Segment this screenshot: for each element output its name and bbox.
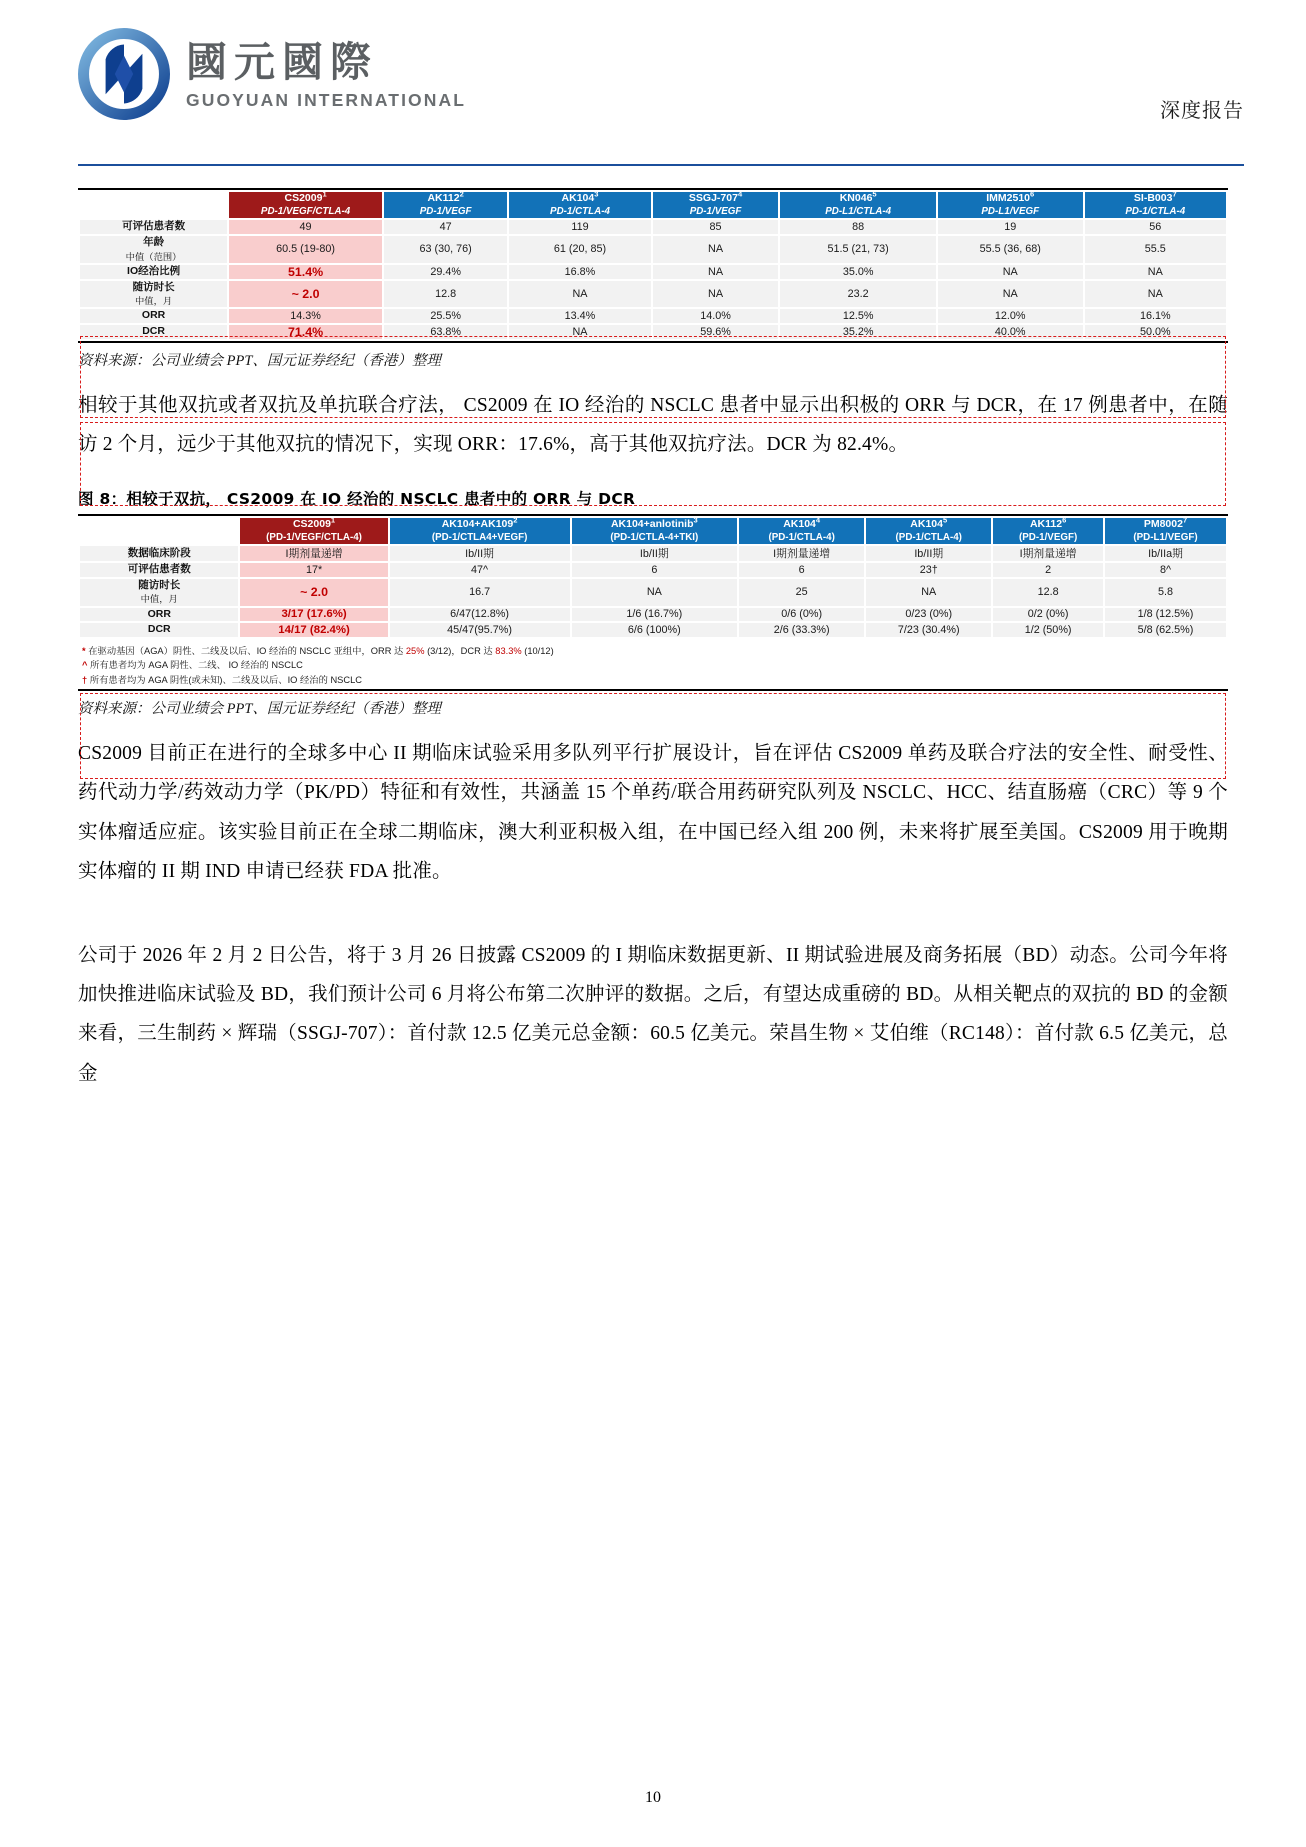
data-cell: 6: [572, 563, 738, 577]
col-name: AK112: [1029, 517, 1063, 530]
row-label: [80, 546, 238, 561]
data-cell: ~ 2.0: [229, 281, 382, 308]
row-label: [80, 309, 227, 323]
row-label: [80, 265, 227, 279]
data-cell: 47^: [390, 563, 570, 577]
row-label-text: DCR: [142, 325, 165, 338]
data-cell: Ib/II期: [390, 546, 570, 561]
data-cell: NA: [653, 265, 779, 279]
data-cell: 12.8: [384, 281, 507, 308]
data-cell: 63 (30, 76): [384, 236, 507, 263]
table-row: [80, 325, 1226, 339]
footnote-item: [82, 644, 1228, 658]
data-cell: 35.0%: [780, 265, 936, 279]
table-row: [80, 546, 1226, 561]
col-sub: PD-1/VEGF: [689, 206, 742, 218]
data-cell: 40.0%: [938, 325, 1083, 339]
data-cell: 71.4%: [229, 325, 382, 339]
table-row: [80, 563, 1226, 577]
row-label-sub: 中值（范围）: [125, 251, 182, 262]
figure-7-source: 资料来源：公司业绩会 PPT、国元证券经纪（香港）整理: [78, 341, 1228, 370]
col-header-kn046: [780, 189, 936, 218]
row-label-sub: 中值，月: [134, 296, 173, 307]
row-label: [80, 579, 238, 606]
document-type-label: 深度报告: [1160, 98, 1244, 122]
row-label-text: 年龄: [143, 236, 165, 248]
data-cell: 85: [653, 220, 779, 234]
row-label-text: 随访时长: [138, 578, 181, 591]
col-sup: 2: [459, 189, 464, 199]
data-cell: 1/6 (16.7%): [572, 608, 738, 622]
table-row: [80, 623, 1226, 637]
data-cell: 60.5 (19-80): [229, 236, 382, 263]
footnote-text: 所有患者均为 AGA 阴性(或未知)、二线及以后、IO 经治的 NSCLC: [89, 674, 362, 685]
footnote-text: 在驱动基因（AGA）阴性、二线及以后、IO 经治的 NSCLC 亚组中，ORR 达: [88, 645, 406, 656]
data-cell: 13.4%: [509, 309, 650, 323]
data-cell: 16.1%: [1085, 309, 1226, 323]
col-name: SI-B003: [1133, 192, 1173, 204]
col-sup: 3: [594, 189, 599, 199]
col-sub: (PD-L1/VEGF): [1133, 531, 1198, 543]
data-cell: 16.7: [390, 579, 570, 606]
row-label: [80, 623, 238, 637]
data-cell: ~ 2.0: [240, 579, 387, 606]
data-cell: NA: [1085, 265, 1226, 279]
col-sub: PD-1/VEGF: [419, 206, 472, 218]
guoyuan-logo-icon: [78, 28, 170, 120]
col-header-ak104-anlotinib: [572, 515, 738, 544]
header-blank-cell: [80, 518, 238, 544]
data-cell: NA: [866, 579, 991, 606]
col-sup: 7: [1172, 189, 1177, 199]
data-cell: Ib/II期: [572, 546, 738, 561]
data-cell: 23.2: [780, 281, 936, 308]
data-cell: NA: [1085, 281, 1226, 308]
data-cell: 6/6 (100%): [572, 623, 738, 637]
data-cell: 61 (20, 85): [509, 236, 650, 263]
col-sub: (PD-1/CTLA-4): [768, 531, 835, 543]
table-row: [80, 220, 1226, 234]
paragraph-intro: 相较于其他双抗或者双抗及单抗联合疗法， CS2009 在 IO 经治的 NSCLC 患者中显示出积极的 ORR 与 DCR，在 17 例患者中，在随访 2 个月，远少于其他双抗的情况下，实现 ORR：17.6%，高于其他双抗疗法。DCR 为 82.4%。: [78, 395, 1228, 456]
table-row: [80, 265, 1226, 279]
data-cell: 56: [1085, 220, 1226, 234]
data-cell: NA: [653, 281, 779, 308]
data-cell: 25: [739, 579, 864, 606]
data-cell: NA: [572, 579, 738, 606]
figure-8-source: 资料来源：公司业绩会 PPT、国元证券经纪（香港）整理: [78, 689, 1228, 718]
col-header-ak104-4: [739, 515, 864, 544]
table-row: [80, 579, 1226, 606]
data-cell: I期剂量递增: [739, 546, 864, 561]
data-cell: 19: [938, 220, 1083, 234]
data-cell: NA: [509, 325, 650, 339]
logo-text-cn: 國元國際: [186, 37, 378, 86]
col-header-ak112: [384, 189, 507, 218]
col-sub: PD-1/CTLA-4: [1125, 206, 1186, 218]
data-cell: 55.5 (36, 68): [938, 236, 1083, 263]
col-sup: 1: [322, 189, 327, 199]
data-cell: 17*: [240, 563, 387, 577]
footnote-text: 所有患者均为 AGA 阴性、二线、 IO 经治的 NSCLC: [90, 660, 303, 671]
col-header-imm2510: [938, 189, 1083, 218]
data-cell: 6/47(12.8%): [390, 608, 570, 622]
data-cell: 59.6%: [653, 325, 779, 339]
footnote-text-mid: (3/12)，DCR 达: [424, 645, 496, 656]
data-cell: 119: [509, 220, 650, 234]
footnote-highlight-orr: 25%: [405, 645, 425, 656]
col-header-ak104-ak109: [390, 515, 570, 544]
row-label: [80, 220, 227, 234]
data-cell: 14.3%: [229, 309, 382, 323]
col-sub: (PD-1/VEGF/CTLA-4): [266, 531, 362, 543]
col-name: AK104: [910, 517, 943, 530]
col-sup: 6: [1030, 189, 1035, 199]
data-cell: 23†: [866, 563, 991, 577]
row-label: [80, 608, 238, 622]
data-cell: 3/17 (17.6%): [240, 608, 387, 622]
data-cell: 55.5: [1085, 236, 1226, 263]
figure-7-block: [78, 188, 1228, 370]
data-cell: NA: [938, 265, 1083, 279]
col-name: AK104+anlotinib: [610, 517, 694, 530]
col-header-cs2009: [229, 189, 382, 218]
data-cell: 0/6 (0%): [739, 608, 864, 622]
col-sub: PD-1/CTLA-4: [550, 206, 610, 218]
data-cell: 51.5 (21, 73): [780, 236, 936, 263]
col-name: SSGJ-707: [688, 192, 738, 204]
table-header-row: [80, 518, 1226, 544]
data-cell: 0/2 (0%): [993, 608, 1103, 622]
data-cell: 5.8: [1105, 579, 1226, 606]
footnote-highlight-dcr: 83.3%: [495, 645, 522, 656]
data-cell: 63.8%: [384, 325, 507, 339]
data-cell: 16.8%: [509, 265, 650, 279]
header-divider: [78, 164, 1244, 166]
comparison-table-1: [78, 190, 1228, 341]
figure-8-footnotes: [78, 639, 1228, 689]
data-cell: 35.2%: [780, 325, 936, 339]
comparison-table-2: [78, 516, 1228, 639]
table-row: [80, 608, 1226, 622]
col-header-pm8002: [1105, 515, 1226, 544]
figure-8-table-wrap: [78, 516, 1228, 639]
row-label-text: 数据临床阶段: [127, 546, 191, 559]
table-row: [80, 281, 1226, 308]
data-cell: 14/17 (82.4%): [240, 623, 387, 637]
data-cell: 12.5%: [780, 309, 936, 323]
col-name: AK112: [427, 192, 460, 204]
page-header: [0, 0, 1306, 152]
row-label-text: 随访时长: [132, 280, 175, 293]
col-sup: 3: [693, 515, 698, 525]
figure-8-caption: 图 8：相较于双抗， CS2009 在 IO 经治的 NSCLC 患者中的 ORR 与 DCR: [78, 487, 1228, 516]
company-logo: [78, 28, 466, 120]
paragraph-trial-design: CS2009 目前正在进行的全球多中心 II 期临床试验采用多队列平行扩展设计，旨在评估 CS2009 单药及联合疗法的安全性、耐受性、药代动力学/药效动力学（PK/PD）特征和有效性，共涵盖 15 个单药/联合用药研究队列及 NSCLC、HCC、结直肠癌（CRC）等 9 个实体瘤适应症。该实验目前正在全球二期临床，澳大利亚积极入组，在中国已经入组 200 例，未来将扩展至美国。CS2009 用于晚期实体瘤的 II 期 IND 申请已经获 FDA 批准。: [78, 743, 1228, 883]
data-cell: 1/2 (50%): [993, 623, 1103, 637]
col-name: AK104: [561, 192, 595, 204]
col-sub: PD-L1/VEGF: [981, 206, 1040, 218]
data-cell: 25.5%: [384, 309, 507, 323]
data-cell: 8^: [1105, 563, 1226, 577]
col-name: AK104: [783, 517, 816, 530]
footnote-item: [82, 658, 1228, 672]
footnote-item: [82, 673, 1228, 687]
row-label-text: 可评估患者数: [127, 563, 191, 576]
data-cell: 49: [229, 220, 382, 234]
data-cell: NA: [938, 281, 1083, 308]
col-sup: 2: [513, 515, 518, 525]
col-sup: 4: [737, 189, 743, 199]
header-blank-cell: [80, 192, 227, 218]
page-number: 10: [645, 1789, 661, 1806]
col-header-ssgj707: [653, 189, 779, 218]
row-label-text: 可评估患者数: [122, 220, 186, 233]
col-sub: PD-L1/CTLA-4: [825, 206, 892, 218]
logo-text-en: GUOYUAN INTERNATIONAL: [186, 90, 467, 111]
col-sup: 1: [330, 515, 336, 525]
data-cell: Ib/II期: [866, 546, 991, 561]
col-header-sib003: [1085, 189, 1226, 218]
col-header-ak112: [993, 515, 1103, 544]
col-name: CS2009: [292, 517, 331, 530]
row-label: [80, 281, 227, 308]
row-label: [80, 563, 238, 577]
col-sup: 5: [942, 515, 948, 525]
data-cell: 47: [384, 220, 507, 234]
row-label-sub: 中值，月: [140, 594, 178, 605]
data-cell: 2/6 (33.3%): [739, 623, 864, 637]
data-cell: I期剂量递增: [240, 546, 387, 561]
footnote-symbol: †: [82, 674, 88, 685]
col-header-cs2009: [240, 515, 387, 544]
row-label-text: IO经治比例: [127, 264, 181, 277]
paragraph-announcement: 公司于 2026 年 2 月 2 日公告，将于 3 月 26 日披露 CS2009 的 I 期临床数据更新、II 期试验进展及商务拓展（BD）动态。公司今年将加快推进临床试验及 BD，我们预计公司 6 月将公布第二次肿评的数据。之后，有望达成重磅的 BD。从相关靶点的双抗的 BD 的金额来看，三生制药 × 辉瑞（SSGJ-707）：首付款 12.5 亿美元总金额：60.5 亿美元。荣昌生物 × 艾伯维（RC148）：首付款 6.5 亿美元，总金: [78, 944, 1228, 1084]
col-sup: 6: [1062, 515, 1067, 525]
footnote-symbol: ^: [82, 660, 88, 671]
footnote-text-post: (10/12): [521, 645, 554, 656]
table-row: [80, 309, 1226, 323]
col-name: PM8002: [1143, 517, 1183, 530]
table-header-row: [80, 192, 1226, 218]
col-sup: 4: [815, 515, 821, 525]
row-label: [80, 236, 227, 263]
col-sub: (PD-1/VEGF): [1018, 531, 1078, 543]
row-label-text: DCR: [147, 623, 171, 636]
data-cell: 88: [780, 220, 936, 234]
data-cell: 1/8 (12.5%): [1105, 608, 1226, 622]
col-sub: (PD-1/CTLA-4): [895, 531, 962, 543]
col-name: IMM2510: [986, 192, 1031, 204]
data-cell: 45/47(95.7%): [390, 623, 570, 637]
data-cell: NA: [509, 281, 650, 308]
data-cell: 12.0%: [938, 309, 1083, 323]
col-header-ak104-5: [866, 515, 991, 544]
row-label-text: ORR: [147, 607, 171, 620]
col-name: AK104+AK109: [441, 517, 514, 530]
col-header-ak104: [509, 189, 650, 218]
col-sup: 5: [872, 189, 877, 199]
data-cell: 7/23 (30.4%): [866, 623, 991, 637]
col-sub: PD-1/VEGF/CTLA-4: [260, 206, 351, 218]
col-sub: (PD-1/CTLA-4+TKI): [610, 531, 699, 543]
figure-7-table-wrap: [78, 190, 1228, 341]
data-cell: 12.8: [993, 579, 1103, 606]
data-cell: 50.0%: [1085, 325, 1226, 339]
row-label: [80, 325, 227, 339]
col-name: CS2009: [284, 192, 323, 204]
data-cell: 29.4%: [384, 265, 507, 279]
col-name: KN046: [839, 192, 873, 204]
data-cell: 2: [993, 563, 1103, 577]
data-cell: NA: [653, 236, 779, 263]
col-sub: (PD-1/CTLA4+VEGF): [431, 531, 528, 543]
data-cell: I期剂量递增: [993, 546, 1103, 561]
table-row: [80, 236, 1226, 263]
footnote-symbol: *: [82, 645, 86, 656]
data-cell: Ib/IIa期: [1105, 546, 1226, 561]
figure-8-block: [78, 487, 1228, 718]
col-sup: 7: [1182, 515, 1188, 525]
data-cell: 0/23 (0%): [866, 608, 991, 622]
data-cell: 6: [739, 563, 864, 577]
data-cell: 14.0%: [653, 309, 779, 323]
data-cell: 5/8 (62.5%): [1105, 623, 1226, 637]
row-label-text: ORR: [141, 309, 166, 322]
data-cell: 51.4%: [229, 265, 382, 279]
